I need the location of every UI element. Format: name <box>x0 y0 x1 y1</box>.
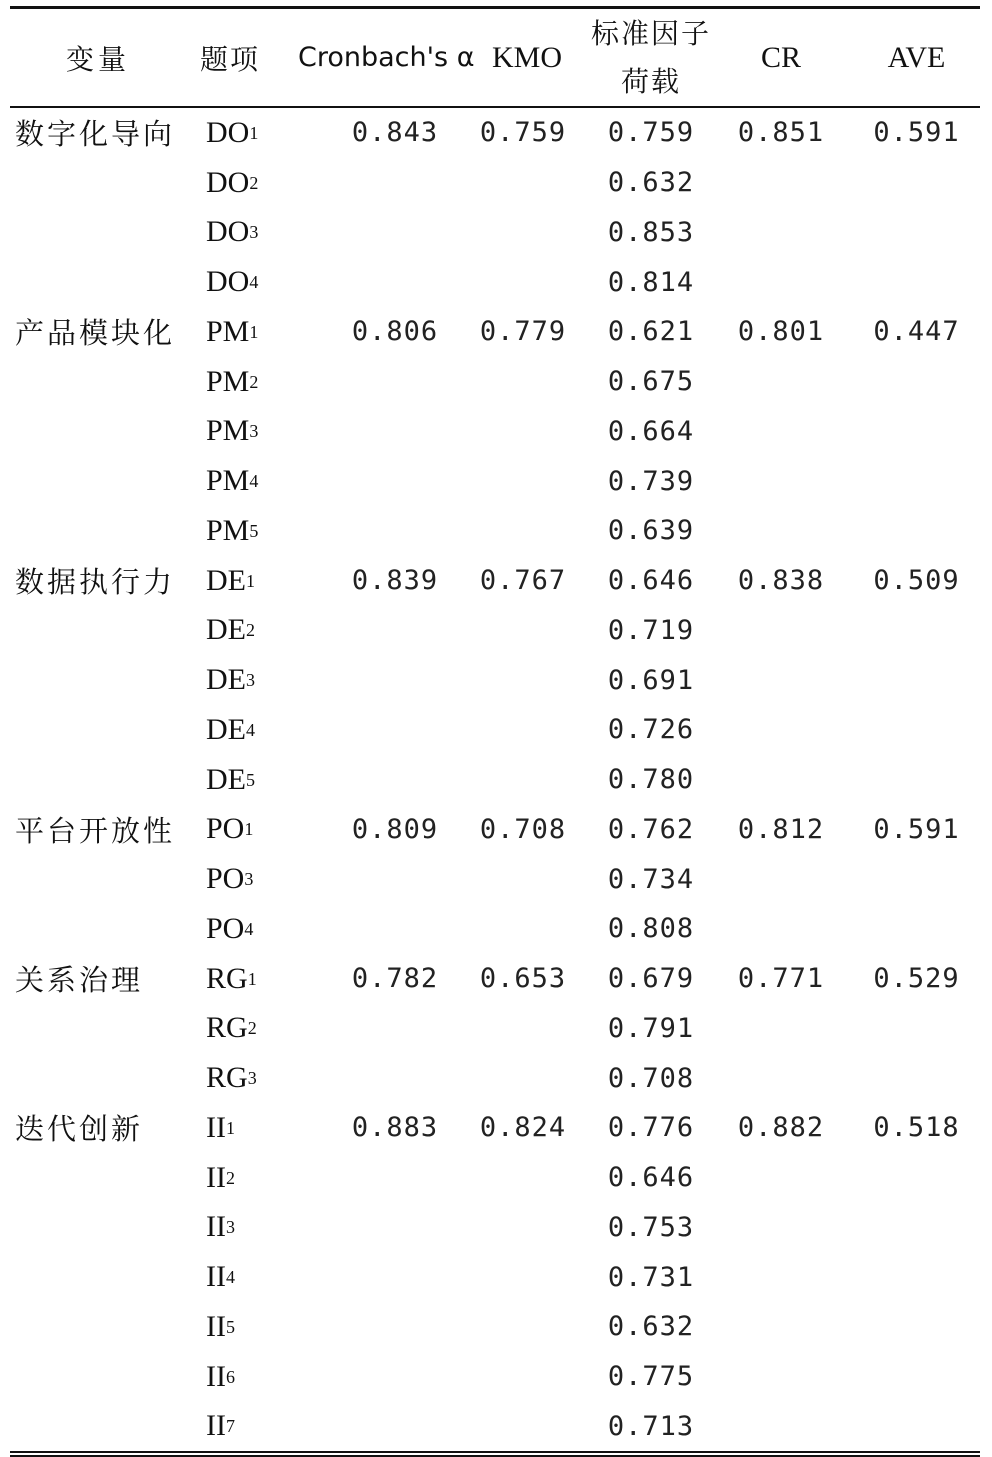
table-row <box>10 108 980 158</box>
ave-cell <box>853 1153 980 1203</box>
item-code: DE <box>206 613 246 647</box>
std-loading-cell: 0.646 <box>607 565 695 597</box>
item-cell: PM 4 <box>206 464 259 498</box>
item-code: PM <box>206 364 250 398</box>
ave-cell <box>853 755 980 805</box>
std-loading-cell: 0.775 <box>607 1361 695 1393</box>
cronbach-alpha-cell <box>325 705 465 755</box>
cr-cell <box>720 158 842 208</box>
item-cell: PM 1 <box>206 314 259 348</box>
cr-cell <box>720 456 842 506</box>
item-code: II <box>206 1260 226 1294</box>
item-cell: II 6 <box>206 1359 235 1393</box>
kmo-cell <box>458 606 588 656</box>
kmo-cell: 0.653 <box>479 963 567 995</box>
kmo-cell <box>458 158 588 208</box>
item-code: PM <box>206 314 250 348</box>
variable-cell <box>15 705 205 755</box>
item-cell: RG 3 <box>206 1061 257 1095</box>
table-row <box>10 606 980 656</box>
item-code: RG <box>206 1061 248 1095</box>
ave-cell <box>853 1203 980 1253</box>
kmo-cell: 0.708 <box>479 813 567 845</box>
kmo-cell <box>458 257 588 307</box>
kmo-cell: 0.824 <box>479 1112 567 1144</box>
table-row <box>10 1053 980 1103</box>
table-row <box>10 158 980 208</box>
item-code: DO <box>206 115 250 149</box>
item-cell: PM 2 <box>206 364 259 398</box>
std-loading-cell: 0.734 <box>607 863 695 895</box>
variable-cell <box>15 257 205 307</box>
ave-cell <box>853 1004 980 1054</box>
variable-cell: 迭代创新 <box>15 1112 144 1147</box>
variable-cell: 关系治理 <box>15 963 144 998</box>
std-loading-cell: 0.691 <box>607 664 695 696</box>
variable-cell <box>15 655 205 705</box>
ave-cell: 0.447 <box>873 316 960 348</box>
item-cell: II 1 <box>206 1110 235 1144</box>
reliability-validity-table <box>10 6 980 1457</box>
item-code: PO <box>206 911 245 945</box>
cronbach-alpha-cell <box>325 1203 465 1253</box>
table-row <box>10 1352 980 1402</box>
table-row <box>10 556 980 606</box>
variable-cell: 数据执行力 <box>15 565 176 600</box>
table-row <box>10 755 980 805</box>
table-bottom-rule <box>10 1451 980 1457</box>
ave-cell <box>853 1252 980 1302</box>
std-loading-cell: 0.776 <box>607 1112 695 1144</box>
std-loading-cell: 0.762 <box>607 813 695 845</box>
cr-cell <box>720 655 842 705</box>
kmo-cell <box>458 1004 588 1054</box>
kmo-cell <box>458 1252 588 1302</box>
cr-cell <box>720 755 842 805</box>
kmo-cell: 0.779 <box>479 316 567 348</box>
variable-cell <box>15 1053 205 1103</box>
std-loading-cell: 0.679 <box>607 963 695 995</box>
item-code: RG <box>206 1011 248 1045</box>
table-row <box>10 1302 980 1352</box>
cronbach-alpha-cell: 0.843 <box>351 117 439 149</box>
cr-cell <box>720 1402 842 1452</box>
table-row <box>10 208 980 258</box>
ave-cell <box>853 208 980 258</box>
cr-cell: 0.801 <box>737 316 825 348</box>
cronbach-alpha-cell: 0.806 <box>351 316 439 348</box>
kmo-cell <box>458 407 588 457</box>
variable-cell: 产品模块化 <box>15 316 176 351</box>
kmo-cell <box>458 655 588 705</box>
cronbach-alpha-cell <box>325 1402 465 1452</box>
std-loading-cell: 0.731 <box>607 1261 695 1293</box>
ave-cell <box>853 1053 980 1103</box>
header-cronbach-alpha: Cronbach's α <box>298 42 475 73</box>
cr-cell <box>720 606 842 656</box>
ave-cell <box>853 506 980 556</box>
std-loading-cell: 0.791 <box>607 1012 695 1044</box>
ave-cell <box>853 456 980 506</box>
variable-cell <box>15 158 205 208</box>
variable-cell <box>15 1352 205 1402</box>
cronbach-alpha-cell: 0.782 <box>351 963 439 995</box>
table-row <box>10 407 980 457</box>
table-row <box>10 307 980 357</box>
variable-cell <box>15 1402 205 1452</box>
ave-cell: 0.591 <box>873 117 960 149</box>
cronbach-alpha-cell <box>325 1053 465 1103</box>
kmo-cell <box>458 456 588 506</box>
table-row <box>10 904 980 954</box>
item-cell: PM 5 <box>206 513 259 547</box>
header-ave: AVE <box>887 40 946 74</box>
item-code: DE <box>206 563 246 597</box>
cronbach-alpha-cell <box>325 1004 465 1054</box>
cronbach-alpha-cell <box>325 655 465 705</box>
ave-cell <box>853 158 980 208</box>
cronbach-alpha-cell <box>325 456 465 506</box>
cronbach-alpha-cell: 0.809 <box>351 813 439 845</box>
table-row <box>10 854 980 904</box>
item-cell: II 3 <box>206 1210 235 1244</box>
ave-cell <box>853 854 980 904</box>
variable-cell <box>15 854 205 904</box>
table-row <box>10 805 980 855</box>
table-row <box>10 1203 980 1253</box>
cr-cell <box>720 705 842 755</box>
cronbach-alpha-cell <box>325 208 465 258</box>
item-cell: DE 2 <box>206 613 255 647</box>
variable-cell <box>15 1153 205 1203</box>
ave-cell <box>853 407 980 457</box>
std-loading-cell: 0.664 <box>607 415 695 447</box>
kmo-cell: 0.767 <box>479 565 567 597</box>
table-row <box>10 1402 980 1452</box>
variable-cell <box>15 357 205 407</box>
header-variable: 变量 <box>66 42 131 76</box>
item-code: DO <box>206 265 250 299</box>
ave-cell <box>853 1302 980 1352</box>
cr-cell <box>720 257 842 307</box>
cronbach-alpha-cell <box>325 357 465 407</box>
table-row <box>10 1252 980 1302</box>
cr-cell <box>720 1252 842 1302</box>
std-loading-cell: 0.639 <box>607 515 695 547</box>
cr-cell <box>720 1302 842 1352</box>
table-row <box>10 456 980 506</box>
cronbach-alpha-cell <box>325 158 465 208</box>
kmo-cell <box>458 1352 588 1402</box>
cr-cell: 0.838 <box>737 565 825 597</box>
cronbach-alpha-cell <box>325 606 465 656</box>
cr-cell: 0.812 <box>737 813 825 845</box>
ave-cell: 0.529 <box>873 963 960 995</box>
item-cell: DO 3 <box>206 215 259 249</box>
ave-cell <box>853 655 980 705</box>
std-loading-cell: 0.808 <box>607 913 695 945</box>
ave-cell <box>853 1402 980 1452</box>
item-code: DE <box>206 663 246 697</box>
table-row <box>10 1103 980 1153</box>
variable-cell <box>15 904 205 954</box>
std-loading-cell: 0.713 <box>607 1410 695 1442</box>
item-cell: PM 3 <box>206 414 259 448</box>
item-code: DE <box>206 712 246 746</box>
table-row <box>10 954 980 1004</box>
cr-cell: 0.851 <box>737 117 825 149</box>
item-code: DE <box>206 762 246 796</box>
item-cell: PO 1 <box>206 812 254 846</box>
cronbach-alpha-cell <box>325 755 465 805</box>
kmo-cell <box>458 1153 588 1203</box>
cr-cell: 0.882 <box>737 1112 825 1144</box>
item-cell: RG 1 <box>206 961 257 995</box>
table-row <box>10 1153 980 1203</box>
variable-cell <box>15 456 205 506</box>
variable-cell <box>15 1203 205 1253</box>
table-row <box>10 705 980 755</box>
item-cell: II 2 <box>206 1160 235 1194</box>
ave-cell <box>853 1352 980 1402</box>
cronbach-alpha-cell <box>325 1252 465 1302</box>
table-row <box>10 655 980 705</box>
std-loading-cell: 0.759 <box>607 117 695 149</box>
item-cell: DO 4 <box>206 265 259 299</box>
item-cell: DE 1 <box>206 563 255 597</box>
std-loading-cell: 0.632 <box>607 167 695 199</box>
variable-cell <box>15 1302 205 1352</box>
item-code: PM <box>206 414 250 448</box>
item-cell: RG 2 <box>206 1011 257 1045</box>
item-code: II <box>206 1110 226 1144</box>
header-kmo: KMO <box>491 40 562 74</box>
std-loading-cell: 0.726 <box>607 714 695 746</box>
variable-cell <box>15 755 205 805</box>
kmo-cell <box>458 357 588 407</box>
item-code: II <box>206 1160 226 1194</box>
variable-cell <box>15 1252 205 1302</box>
item-cell: PO 4 <box>206 911 254 945</box>
kmo-cell <box>458 755 588 805</box>
std-loading-cell: 0.646 <box>607 1162 695 1194</box>
cr-cell <box>720 1352 842 1402</box>
kmo-cell <box>458 705 588 755</box>
cronbach-alpha-cell: 0.883 <box>351 1112 439 1144</box>
table-body <box>10 108 980 1451</box>
ave-cell <box>853 606 980 656</box>
item-cell: DO 2 <box>206 165 259 199</box>
item-cell: II 7 <box>206 1409 235 1443</box>
item-code: DO <box>206 215 250 249</box>
std-loading-cell: 0.753 <box>607 1211 695 1243</box>
kmo-cell <box>458 904 588 954</box>
variable-cell <box>15 407 205 457</box>
item-cell: DE 3 <box>206 663 255 697</box>
cronbach-alpha-cell <box>325 854 465 904</box>
std-loading-cell: 0.780 <box>607 764 695 796</box>
variable-cell <box>15 208 205 258</box>
cronbach-alpha-cell <box>325 506 465 556</box>
table-row <box>10 257 980 307</box>
table-row <box>10 1004 980 1054</box>
header-std-loading-line2: 荷载 <box>620 64 681 98</box>
item-cell: DE 4 <box>206 712 255 746</box>
std-loading-cell: 0.632 <box>607 1311 695 1343</box>
std-loading-cell: 0.719 <box>607 614 695 646</box>
cr-cell <box>720 1153 842 1203</box>
kmo-cell <box>458 1203 588 1253</box>
item-cell: PO 3 <box>206 862 254 896</box>
kmo-cell: 0.759 <box>479 117 567 149</box>
cronbach-alpha-cell <box>325 1352 465 1402</box>
ave-cell <box>853 904 980 954</box>
kmo-cell <box>458 1402 588 1452</box>
item-code: PM <box>206 464 250 498</box>
std-loading-cell: 0.675 <box>607 366 695 398</box>
item-cell: II 5 <box>206 1309 235 1343</box>
item-code: II <box>206 1359 226 1393</box>
item-code: II <box>206 1409 226 1443</box>
cr-cell <box>720 1053 842 1103</box>
header-cr: CR <box>760 40 802 74</box>
ave-cell: 0.518 <box>873 1112 960 1144</box>
item-code: II <box>206 1210 226 1244</box>
cr-cell <box>720 854 842 904</box>
ave-cell <box>853 257 980 307</box>
cronbach-alpha-cell <box>325 904 465 954</box>
item-code: II <box>206 1309 226 1343</box>
cr-cell <box>720 357 842 407</box>
variable-cell: 平台开放性 <box>15 813 176 848</box>
item-cell: II 4 <box>206 1260 235 1294</box>
item-code: DO <box>206 165 250 199</box>
cr-cell: 0.771 <box>737 963 825 995</box>
cr-cell <box>720 407 842 457</box>
ave-cell: 0.509 <box>873 565 960 597</box>
header-std-loading <box>588 9 714 106</box>
item-code: RG <box>206 961 248 995</box>
kmo-cell <box>458 1053 588 1103</box>
std-loading-cell: 0.853 <box>607 216 695 248</box>
cronbach-alpha-cell <box>325 257 465 307</box>
header-item: 题项 <box>200 42 261 76</box>
cronbach-alpha-cell <box>325 1153 465 1203</box>
item-code: PM <box>206 513 250 547</box>
variable-cell <box>15 606 205 656</box>
ave-cell <box>853 357 980 407</box>
kmo-cell <box>458 506 588 556</box>
cronbach-alpha-cell: 0.839 <box>351 565 439 597</box>
table-row <box>10 357 980 407</box>
kmo-cell <box>458 208 588 258</box>
std-loading-cell: 0.708 <box>607 1062 695 1094</box>
kmo-cell <box>458 1302 588 1352</box>
cronbach-alpha-cell <box>325 1302 465 1352</box>
kmo-cell <box>458 854 588 904</box>
cr-cell <box>720 1004 842 1054</box>
item-code: PO <box>206 812 245 846</box>
item-cell: DO 1 <box>206 115 259 149</box>
item-code: PO <box>206 862 245 896</box>
header-std-loading-line1: 标准因子 <box>590 16 711 50</box>
cronbach-alpha-cell <box>325 407 465 457</box>
variable-cell <box>15 1004 205 1054</box>
cr-cell <box>720 1203 842 1253</box>
cr-cell <box>720 506 842 556</box>
variable-cell: 数字化导向 <box>15 117 176 152</box>
variable-cell <box>15 506 205 556</box>
std-loading-cell: 0.814 <box>607 266 695 298</box>
ave-cell <box>853 705 980 755</box>
cr-cell <box>720 904 842 954</box>
item-cell: DE 5 <box>206 762 255 796</box>
ave-cell: 0.591 <box>873 813 960 845</box>
std-loading-cell: 0.621 <box>607 316 695 348</box>
cr-cell <box>720 208 842 258</box>
table-header-row <box>10 9 980 106</box>
std-loading-cell: 0.739 <box>607 465 695 497</box>
table-row <box>10 506 980 556</box>
